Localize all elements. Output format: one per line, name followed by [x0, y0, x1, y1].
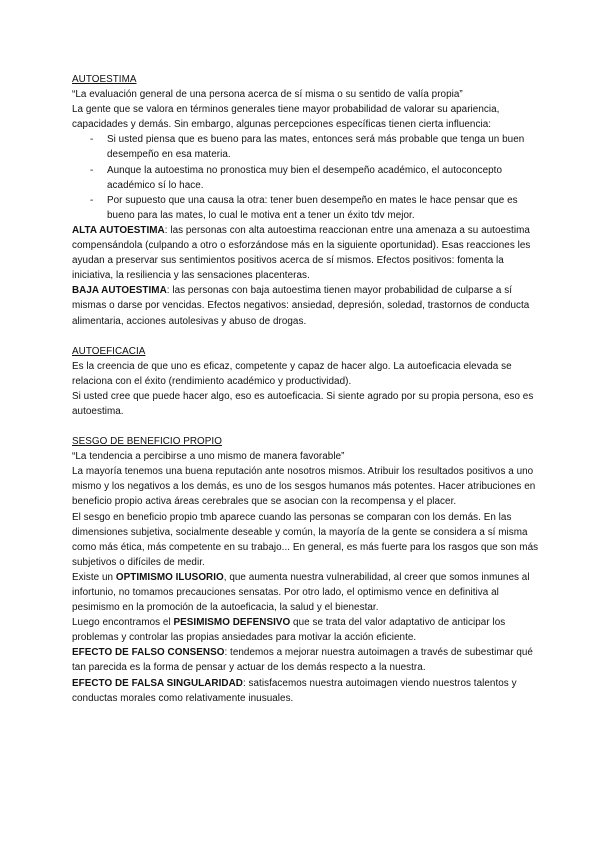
falso-consenso-label: EFECTO DE FALSO CONSENSO: [72, 647, 225, 659]
optimismo-text: , que aumenta nuestra vulnerabilidad, al creer que somos inmunes al infortunio, no tomamos precauciones sensatas. Por otro lado, el optimismo vence en definitiva al pesimismo en la promoción de la autoeficacia, la salud y el bienestar.: [72, 571, 530, 614]
alta-autoestima-text: : las personas con alta autoestima reaccionan entre una amenaza a su autoestima compensándola (culpando a otro o esforzándose más en la siguiente oportunidad). Esas reacciones les ayudan a preservar sus sentimientos positivos acerca de sí mismos. Efectos positivos: fomenta la iniciativa, la resiliencia y las sensaciones placenteras.: [72, 224, 531, 282]
falso-consenso-text: : tendemos a mejorar nuestra autoimagen a través de subestimar qué tan parecida es la forma de pensar y actuar de los demás respecto a la nuestra.: [72, 647, 533, 674]
section-spacer: [72, 329, 540, 344]
pesimismo-lead: Luego encontramos el: [72, 617, 174, 629]
heading-sesgo: SESGO DE BENEFICIO PROPIO: [72, 436, 222, 448]
pesimismo-label: PESIMISMO DEFENSIVO: [173, 617, 291, 629]
section-autoestima: [72, 72, 540, 329]
falsa-singularidad-text: : satisfacemos nuestra autoimagen viendo nuestros talentos y conductas morales como relativamente inusuales.: [72, 677, 517, 704]
autoeficacia-paragraph-1: Es la creencia de que uno es eficaz, competente y capaz de hacer algo. La autoeficacia elevada se relaciona con el éxito (rendimiento académico y productividad).: [72, 360, 512, 387]
section-sesgo: [72, 434, 540, 706]
baja-autoestima-label: BAJA AUTOESTIMA: [72, 285, 167, 297]
pesimismo-paragraph: [72, 615, 540, 645]
section-spacer: [72, 419, 540, 434]
optimismo-paragraph: [72, 570, 540, 615]
optimismo-lead: Existe un: [72, 571, 116, 583]
sesgo-paragraph-2: El sesgo en beneficio propio tmb aparece cuando las personas se comparan con los demás. En las dimensiones subjetiva, socialmente deseable y común, la mayoría de la gente se considera a sí misma como más ética, más competente en su trabajo... En general, es más fuerte para los rasgos que son más subjetivos o difíciles de medir.: [72, 511, 539, 568]
optimismo-label: OPTIMISMO ILUSORIO: [115, 571, 224, 583]
alta-autoestima-label: ALTA AUTOESTIMA: [72, 224, 165, 236]
quote-autoestima: “La evaluación general de una persona acerca de sí misma o su sentido de valía propia”: [72, 89, 463, 101]
alta-autoestima-paragraph: [72, 223, 540, 283]
quote-sesgo: “La tendencia a percibirse a uno mismo de manera favorable”: [72, 451, 345, 463]
heading-autoeficacia: AUTOEFICACIA: [72, 345, 146, 357]
falso-consenso-paragraph: [72, 645, 540, 675]
baja-autoestima-paragraph: [72, 283, 540, 328]
autoeficacia-paragraph-2: Si usted cree que puede hacer algo, eso es autoeficacia. Si siente agrado por su propia persona, eso es autoestima.: [72, 390, 534, 417]
falsa-singularidad-paragraph: [72, 676, 540, 706]
sesgo-paragraph-1: La mayoría tenemos una buena reputación ante nosotros mismos. Atribuir los resultados positivos a uno mismo y los negativos a los demás, es uno de los sesgos humanos más potentes. Hacer atribuciones en beneficio propio activa áreas cerebrales que se asocian con la recompensa y el placer.: [72, 466, 536, 508]
heading-autoestima: AUTOESTIMA: [72, 74, 137, 85]
bullet-list: [72, 132, 540, 223]
list-item: - Aunque la autoestima no pronostica muy bien el desempeño académico, el autoconcepto académico sí lo hace.: [72, 163, 540, 193]
list-item: - Si usted piensa que es bueno para las mates, entonces será más probable que tenga un buen desempeño en esa materia.: [72, 132, 540, 162]
falsa-singularidad-label: EFECTO DE FALSA SINGULARIDAD: [72, 677, 243, 689]
intro-autoestima: La gente que se valora en términos generales tiene mayor probabilidad de valorar su apariencia, capacidades y demás. Sin embargo, algunas percepciones específicas tienen cierta influencia:: [72, 104, 500, 131]
baja-autoestima-text: : las personas con baja autoestima tienen mayor probabilidad de culparse a sí mismas o darse por vencidas. Efectos negativos: ansiedad, depresión, soledad, trastornos de conducta alimentaria, acciones autolesivas y abuso de drogas.: [72, 285, 530, 327]
pesimismo-text: que se trata del valor adaptativo de anticipar los problemas y controlar las propias ansiedades para motivar la acción eficiente.: [72, 617, 506, 644]
list-item: - Por supuesto que una causa la otra: tener buen desempeño en mates le hace pensar que es bueno para las mates, lo cual le motiva ent a tener un éxito tdv mejor.: [72, 193, 540, 223]
section-autoeficacia: [72, 344, 540, 419]
